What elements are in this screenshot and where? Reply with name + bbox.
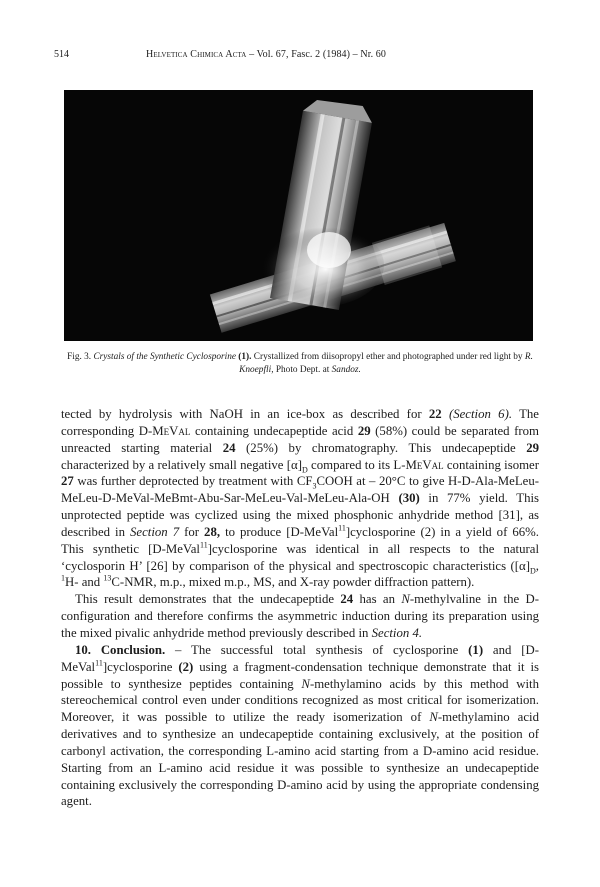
text: -methylamino acid derivatives and to synthesize an undecapeptide containing exclusively, at the position of carbonyl activation, the corresponding L-amino acid starting from a D-amino acid residue. Starting from an L-amino acid residue it was possible to synthesize an undecapeptide containing exclusively the corresponding D-amino acid by using the appropriate condensing agent. [61,710,539,809]
superscript: 11 [200,540,208,550]
text: ]cyclosporine (2) in a yield of 66%. This synthetic [D-MeVal [61,524,540,556]
compound-ref: 24 [340,592,354,607]
text: The corresponding [61,407,539,438]
journal-issue: – Vol. 67, Fasc. 2 (1984) – Nr. 60 [249,49,386,60]
text: This result demonstrates that the undecapeptide [75,592,335,607]
crystal-photo-image [64,90,533,341]
text: tected by hydrolysis with NaOH in an ice-box as described for [61,407,422,421]
compound-ref: 29 [357,423,371,438]
text: and [D-MeVal [61,642,539,674]
text: containing undecapeptide acid [194,423,354,438]
text: N [401,592,410,607]
subscript: D [530,566,536,576]
figure-label: Fig. 3. [67,352,92,362]
text: (58%) could be separated from unreacted starting material [61,423,539,455]
company-name: Sandoz. [331,365,361,375]
subscript: 3 [312,481,317,491]
paragraph [61,591,539,642]
text: N [301,676,310,691]
figure-title: Crystals of the Synthetic Cyclosporine [93,352,236,362]
paragraph [61,642,539,810]
superscript: 1 [61,574,65,584]
text: compared to its [311,457,391,472]
text: has an [359,592,395,607]
text: (25%) by chromatography. This undecapeptide [246,440,516,455]
section-heading: 10. Conclusion. [75,642,166,657]
text: COOH at – 20°C to give [316,474,445,489]
text: C-NMR, m.p., mixed m.p., MS, and X-ray powder diffraction pattern). [111,575,475,590]
text: – The successful total synthesis of cyclosporine [175,642,459,657]
compound-ref: 22 [428,407,442,421]
figure-compound-number: (1). [238,352,252,362]
superscript: 11 [338,523,346,533]
section-ref: Section 4. [371,625,423,640]
caption-text: Photo Dept. at [275,365,330,375]
compound-ref: (30) [398,491,420,506]
text: in 77% yield. This unprotected peptide was cyclized using the mixed phosphonic anhydride method [31], as described in [61,491,540,539]
text: -methylvaline in the D-configuration and therefore confirms the asymmetric induction during its preparation using the mixed pivalic anhydride method previously described in [61,592,539,640]
compound-ref: (2) [178,659,194,674]
text: characterized by a relatively small negative [α] [61,457,302,472]
compound-ref: 29 [526,440,539,455]
text: to produce [D-MeVal [225,524,339,539]
figure-caption [58,351,542,377]
text: N [429,710,438,725]
text: for [184,524,200,539]
compound-ref: 28, [204,524,221,539]
subscript: D [301,465,308,475]
text: L-MeVal [393,457,444,472]
article-body [61,406,539,810]
compound-ref: 24 [222,440,236,455]
text: ]cyclosporine [102,659,173,674]
running-head [146,49,386,60]
superscript: 11 [95,658,103,668]
paragraph [61,406,539,591]
peptide-sequence: H-D-Ala-MeLeu-MeLeu-D-MeVal-MeBmt-Abu-Sar-MeLeu-Val-MeLeu-Ala-OH [61,474,540,506]
page-number: 514 [54,49,69,60]
text: containing isomer [446,457,539,472]
text: ]cyclosporine was identical in all respects to the natural ‘cyclosporin H’ [26] by comparison of the physical and spectroscopic characteristics ([α] [61,541,540,573]
text: -methylamino acids by this method with stereochemical control even under conditions recognized as most critical for isomerization. Moreover, it was possible to utilize the ready isomerization of [61,676,540,725]
photographer-name: R. Knoepfli, [239,352,533,375]
page-header [54,49,546,63]
text: , [535,558,539,573]
text: using a fragment-condensation technique demonstrate that it is possible to synthesize peptides containing [61,659,540,691]
text: was further deprotected by treatment with CF [77,474,313,489]
compound-ref: (1) [468,642,484,657]
crystal-photograph [64,90,533,341]
section-ref: Section 7 [130,524,180,539]
text: H- and [65,575,101,590]
superscript: 13 [103,574,112,584]
compound-ref: 27 [61,474,74,489]
journal-name: Helvetica Chimica Acta [146,49,247,60]
section-ref: (Section 6). [448,407,513,421]
text: D-MeVal [138,423,191,438]
caption-text: Crystallized from diisopropyl ether and photographed under red light by [253,352,523,362]
